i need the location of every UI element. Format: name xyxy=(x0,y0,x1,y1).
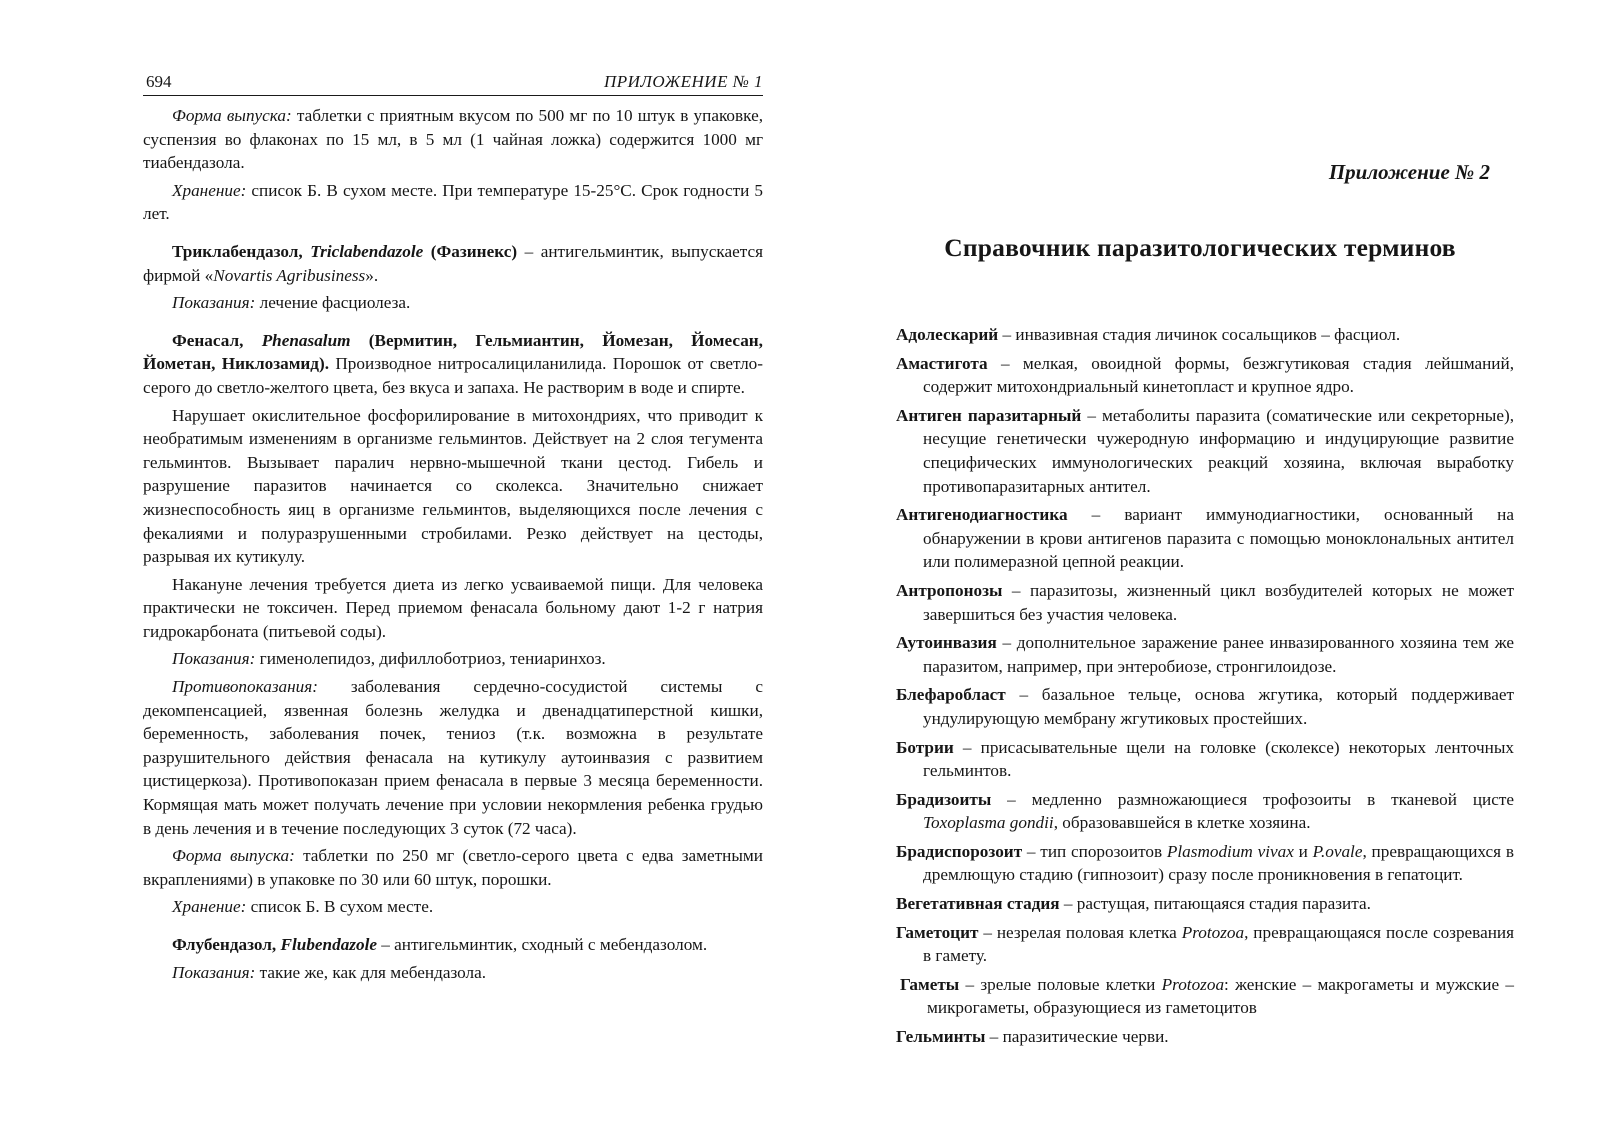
glossary-entry: Антропонозы – паразитозы, жизненный цикл возбудителей которых не может завершиться без участия человека. xyxy=(896,580,1514,624)
drug-heading-triclabendazole: Триклабендазол, Triclabendazole (Фазинекс) – антигельминтик, выпускается фирмой «Novartis Agribusiness». xyxy=(143,241,763,285)
drug-heading-flubendazole: Флубендазол, Flubendazole – антигельминтик, сходный с мебендазолом. xyxy=(172,935,708,954)
paragraph-storage-tiabendazole: Хранение: список Б. В сухом месте. При температуре 15-25°С. Срок годности 5 лет. xyxy=(143,180,763,224)
glossary-list xyxy=(896,323,1514,1054)
glossary-entry: Адолескарий – инвазивная стадия личинок сосальщиков – фасциол. xyxy=(896,325,1401,344)
glossary-entry: Аутоинвазия – дополнительное заражение ранее инвазированного хозяина тем же паразитом, например, при энтеробиозе, стронгилоидозе. xyxy=(896,633,1514,676)
paragraph-indications-flubendazole: Показания: такие же, как для мебендазола. xyxy=(172,962,487,982)
left-page-body xyxy=(143,104,763,988)
glossary-entry: Гаметоцит – незрелая половая клетка Protozoa, превращающаяся после созревания в гамету. xyxy=(896,922,1515,966)
glossary-entry: Ботрии – присасывательные щели на головке (сколексе) некоторых ленточных гельминтов. xyxy=(896,737,1514,781)
glossary-entry: Гаметы – зрелые половые клетки Protozoa: женские – макрогаметы и мужские – микрогаметы, образующиеся из гаметоцитов xyxy=(900,974,1514,1018)
paragraph-indications-triclabendazole: Показания: лечение фасциолеза. xyxy=(172,293,411,313)
page-title: Справочник паразитологических терминов xyxy=(944,233,1456,262)
right-page xyxy=(800,0,1600,1133)
paragraph-storage-phenasal: Хранение: список Б. В сухом месте. xyxy=(172,897,434,917)
paragraph-phenasal-diet: Накануне лечения требуется диета из легко усваиваемой пищи. Для человека практически не токсичен. Перед приемом фенасала больному дают 1-2 г натрия гидрокарбоната (питьевой соды). xyxy=(143,574,763,641)
running-head xyxy=(143,71,763,96)
paragraph-contraindications-phenasal: Противопоказания: заболевания сердечно-сосудистой системы с декомпенсацией, язвенная болезнь желудка и двенадцатиперстной кишки, беременность, заболевания почек, тениоз (т.к. возможна в результате разрушительного действия фенасала на кутикулу аутоинвазия с развитием цистицеркоза). Противопоказан прием фенасала в первые 3 месяца беременности. Кормящая мать может получать лечение при условии некормления ребенка грудью в день лечения и в течение последующих 3 суток (72 часа). xyxy=(143,677,763,838)
glossary-entry: Брадиспорозоит – тип спорозоитов Plasmodium vivax и P.ovale, превращающихся в дремлющую стадию (гипнозоит) сразу после проникновения в гепатоцит. xyxy=(896,841,1514,885)
glossary-entry: Амастигота – мелкая, овоидной формы, безжгутиковая стадия лейшманий, содержит митохондриальный кинетопласт и крупное ядро. xyxy=(896,353,1514,397)
paragraph-indications-phenasal: Показания: гименолепидоз, дифиллоботриоз, тениаринхоз. xyxy=(172,649,606,669)
drug-heading-phenasal: Фенасал, Phenasalum (Вермитин, Гельмиантин, Йомезан, Йомесан, Йометан, Никлозамид). Производное нитросалициланилида. Порошок от светло-серого до светло-желтого цвета, без вкуса и запаха. Не растворим в воде и спирте. xyxy=(143,330,763,397)
glossary-entry: Антигенодиагностика – вариант иммунодиагностики, основанный на обнаружении в крови антигенов паразита с помощью моноклональных антител или полимеразной цепной реакции. xyxy=(896,505,1514,572)
running-title: ПРИЛОЖЕНИЕ № 1 xyxy=(603,72,763,91)
paragraph-phenasal-action: Нарушает окислительное фосфорилирование в митохондриях, что приводит к необратимым изменениям в организме гельминтов. Действует на 2 слоя тегумента гельминтов. Вызывает паралич нервно-мышечной ткани цестод. Гибель и разрушение паразитов начинается со сколекса. Значительно снижает жизнеспособность яиц в организме гельминтов, выделяющихся после лечения с фекалиями и полуразрушенными стробилами. Резко действует на цестоды, разрывая их кутикулу. xyxy=(143,405,763,567)
paragraph-form-phenasal: Форма выпуска: таблетки по 250 мг (светло-серого цвета с едва заметными вкраплениями) в упаковке по 30 или 60 штук, порошки. xyxy=(143,846,763,889)
appendix-label: Приложение № 2 xyxy=(1328,160,1490,184)
glossary-entry: Брадизоиты – медленно размножающиеся трофозоиты в тканевой цисте Toxoplasma gondii, образовавшейся в клетке хозяина. xyxy=(896,789,1514,833)
page-number: 694 xyxy=(146,72,172,91)
glossary-entry: Вегетативная стадия – растущая, питающаяся стадия паразита. xyxy=(896,894,1371,914)
glossary-entry: Гельминты – паразитические черви. xyxy=(896,1027,1169,1047)
paragraph-form-tiabendazole: Форма выпуска: таблетки с приятным вкусом по 500 мг по 10 штук в упаковке, суспензия во флаконах по 15 мл, в 5 мл (1 чайная ложка) содержится 1000 мг тиабендазола. xyxy=(143,106,763,173)
glossary-entry: Блефаробласт – базальное тельце, основа жгутика, который поддерживает ундулирующую мембрану жгутиковых простейших. xyxy=(896,685,1514,728)
glossary-entry: Антиген паразитарный – метаболиты паразита (соматические или секреторные), несущие генетически чужеродную информацию и индуцирующие развитие специфических иммунологических реакций хозяина, включая выработку противопаразитарных антител. xyxy=(896,405,1515,496)
